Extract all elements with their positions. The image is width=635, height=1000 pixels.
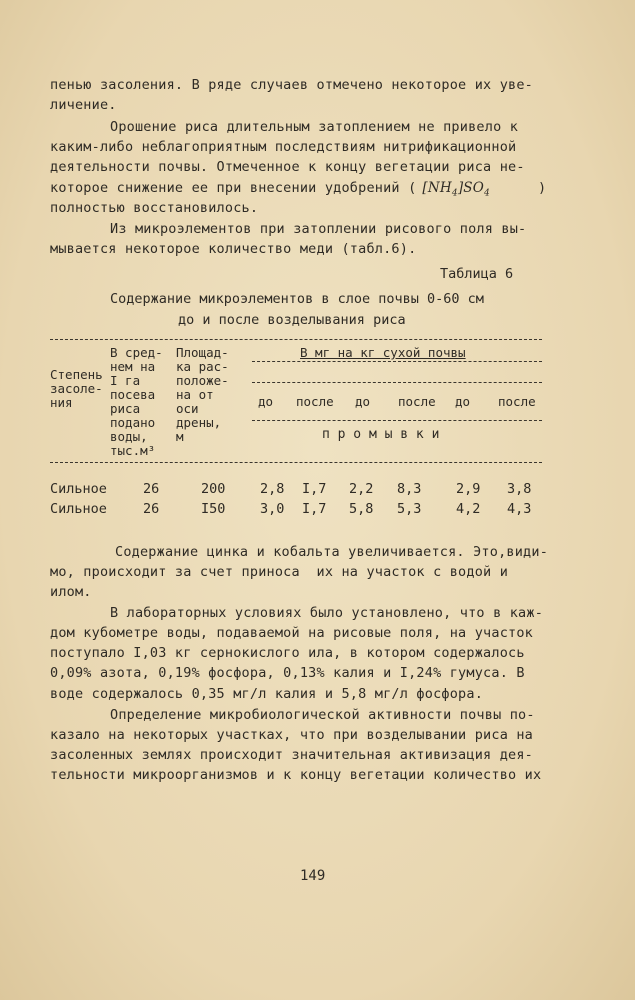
- paragraph-line: мо, происходит за счет приноса их на участок с водой и: [50, 564, 509, 580]
- table-rule-bottom: [50, 462, 542, 463]
- row-value: 2,9: [456, 481, 481, 497]
- row-value: 8,3: [397, 481, 422, 497]
- row-value: 4,3: [507, 501, 532, 517]
- paragraph-line: В лабораторных условиях было установлено, что в каж-: [110, 605, 544, 621]
- paragraph-line: личение.: [50, 97, 117, 113]
- col-header-degree: Степень засоле- ния: [50, 367, 103, 410]
- sub-col-after: после: [398, 394, 436, 409]
- row-value: 5,3: [397, 501, 422, 517]
- paragraph-text: которое снижение ее при внесении удобрений (: [50, 180, 417, 196]
- table-number: Таблица 6: [440, 266, 514, 282]
- table-title: Содержание микроэлементов в слое почвы 0-60 см: [110, 291, 484, 307]
- col-header-distance: Площад- ка рас- положе- на от оси дрены, м: [176, 345, 229, 444]
- sub-col-before: до: [258, 394, 274, 409]
- sub-col-before: до: [455, 394, 471, 409]
- col-header-group: В мг на кг сухой почвы: [300, 345, 466, 360]
- row-value: 3,8: [507, 481, 532, 497]
- row-water: 26: [143, 481, 160, 497]
- paragraph-line: каким-либо неблагоприятным последствиям нитрификационной: [50, 139, 517, 155]
- paragraph-line: которое снижение ее при внесении удобрений ( $[NH_4]SO_4$ ): [50, 180, 547, 199]
- paragraph-line: Из микроэлементов при затоплении рисового поля вы-: [110, 221, 527, 237]
- table-rule-top: [50, 339, 542, 340]
- col-header-water: В сред- нем на I га посева риса подано воды, тыс.м³: [110, 345, 163, 458]
- paragraph-line: Определение микробиологической активности почвы по-: [110, 707, 535, 723]
- page-number: 149: [300, 868, 326, 884]
- paragraph-line: полностью восстановилось.: [50, 200, 259, 216]
- paragraph-line: тельности микроорганизмов и к концу вегетации количество их: [50, 767, 542, 783]
- sub-col-after: после: [296, 394, 334, 409]
- row-value: 4,2: [456, 501, 481, 517]
- row-value: 2,8: [260, 481, 285, 497]
- paragraph-line: засоленных землях происходит значительная активизация дея-: [50, 747, 534, 763]
- row-distance: I50: [201, 501, 226, 517]
- paragraph-line: поступало I,03 кг сернокислого ила, в котором содержалось: [50, 645, 525, 661]
- row-value: I,7: [302, 481, 327, 497]
- paragraph-line: мывается некоторое количество меди (табл.6).: [50, 241, 417, 257]
- paragraph-line: пенью засоления. В ряде случаев отмечено некоторое их уве-: [50, 77, 534, 93]
- row-degree: Сильное: [50, 501, 107, 517]
- paragraph-line: дом кубометре воды, подаваемой на рисовые поля, на участок: [50, 625, 534, 641]
- group-underline: [252, 361, 542, 362]
- washing-label: п р о м ы в к и: [322, 427, 440, 442]
- row-water: 26: [143, 501, 160, 517]
- sub-col-before: до: [355, 394, 371, 409]
- paragraph-line: воде содержалось 0,35 мг/л калия и 5,8 мг/л фосфора.: [50, 686, 484, 702]
- washing-rule: [252, 420, 542, 421]
- row-value: 5,8: [349, 501, 374, 517]
- sub-col-after: после: [498, 394, 536, 409]
- subgroup-rule: [252, 382, 542, 383]
- paragraph-line: Содержание цинка и кобальта увеличивается. Это,види-: [115, 544, 549, 560]
- row-value: 3,0: [260, 501, 285, 517]
- paragraph-line: илом.: [50, 584, 92, 600]
- row-distance: 200: [201, 481, 226, 497]
- paragraph-line: 0,09% азота, 0,19% фосфора, 0,13% калия и I,24% гумуса. В: [50, 665, 525, 681]
- paragraph-line: Орошение риса длительным затоплением не привело к: [110, 119, 519, 135]
- row-value: 2,2: [349, 481, 374, 497]
- table-title: до и после возделывания риса: [178, 312, 406, 328]
- row-degree: Сильное: [50, 481, 107, 497]
- paragraph-line: казало на некоторых участках, что при возделывании риса на: [50, 727, 534, 743]
- paragraph-line: деятельности почвы. Отмеченное к концу вегетации риса не-: [50, 159, 525, 175]
- row-value: I,7: [302, 501, 327, 517]
- chemical-formula: $[NH_4]SO_4$: [422, 180, 490, 199]
